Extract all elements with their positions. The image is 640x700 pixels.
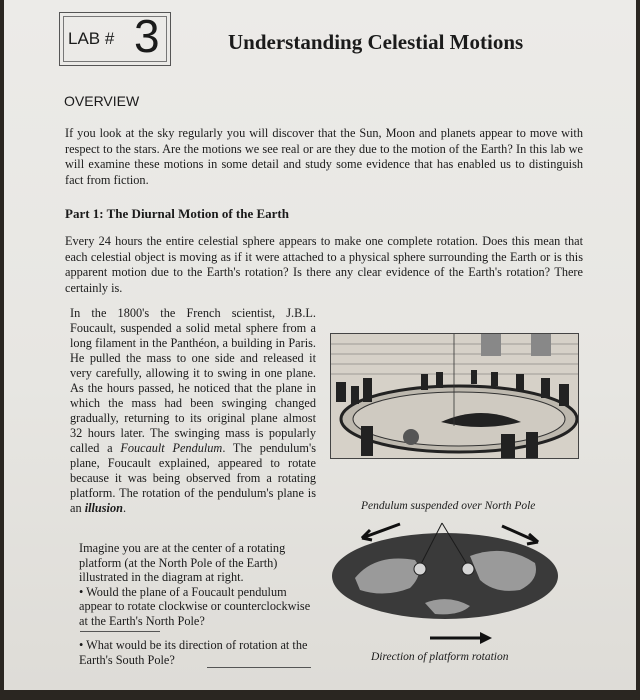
question-south-pole: • What would be its direction of rotation at the Earth's South Pole? bbox=[79, 638, 308, 667]
lab-label: LAB # bbox=[68, 29, 115, 48]
pendulum-caption: Pendulum suspended over North Pole bbox=[361, 500, 536, 512]
question-north-pole: • Would the plane of a Foucault pendulum appear to rotate clockwise or counterclockwise at the Earth's North Pole? bbox=[79, 584, 311, 628]
pantheon-engraving bbox=[330, 333, 579, 459]
answer-line-north-pole[interactable] bbox=[80, 631, 160, 632]
answer-line-south-pole[interactable] bbox=[207, 667, 311, 668]
lab-number: 3 bbox=[134, 10, 160, 62]
rotating-platform-illustration bbox=[330, 518, 560, 646]
overview-heading: OVERVIEW bbox=[64, 93, 140, 109]
pantheon-engraving-illustration bbox=[331, 334, 578, 458]
lab-number-box bbox=[59, 12, 171, 66]
foucault-pendulum-term: Foucault Pendulum bbox=[120, 441, 223, 455]
imagine-paragraph: Imagine you are at the center of a rotating platform (at the North Pole of the Earth) illustrated in the diagram at right. • Would the plane of a Foucault pendulum appear to rotate clockwise or counterclockwise at the Earth's North Pole? bbox=[79, 541, 311, 628]
foucault-paragraph: In the 1800's the French scientist, J.B.L. Foucault, suspended a solid metal sphere from a long filament in the Panthéon, a building in Paris. He pulled the mass to one side and released it very carefully, allowing it to swing in one plane. As the hours passed, he noticed that the plane in which the mass had been swinging changed gradually, returning to its original plane almost 32 hours later. The swinging mass is popularly called a Foucault Pendulum. The pendulum's plane, Foucault explained, appeared to rotate because it was being observed from a rotating platform. The rotation of the pendulum's plane is an illusion. bbox=[70, 306, 316, 515]
part1-paragraph: Every 24 hours the entire celestial sphere appears to make one complete rotation. Does this mean that each celestial object is moving as if it were attached to a physical sphere surrounding the Earth or is this apparent motion due to the Earth's rotation? Is there any clear evidence of the Earth's rotation? There certainly is. bbox=[65, 234, 583, 295]
rotating-platform-diagram bbox=[330, 518, 560, 646]
page-title: Understanding Celestial Motions bbox=[228, 30, 524, 54]
intro-paragraph: If you look at the sky regularly you will discover that the Sun, Moon and planets appear to move with respect to the stars. Are the motions we see real or are they due to the motion of the Earth? In this lab we will examine these motions in some detail and study some evidence that has enabled us to distinguish fact from fiction. bbox=[65, 126, 583, 187]
illusion-term: illusion bbox=[84, 501, 123, 515]
rotation-caption: Direction of platform rotation bbox=[371, 651, 509, 663]
worksheet-page bbox=[4, 0, 636, 690]
part1-heading: Part 1: The Diurnal Motion of the Earth bbox=[65, 206, 289, 221]
